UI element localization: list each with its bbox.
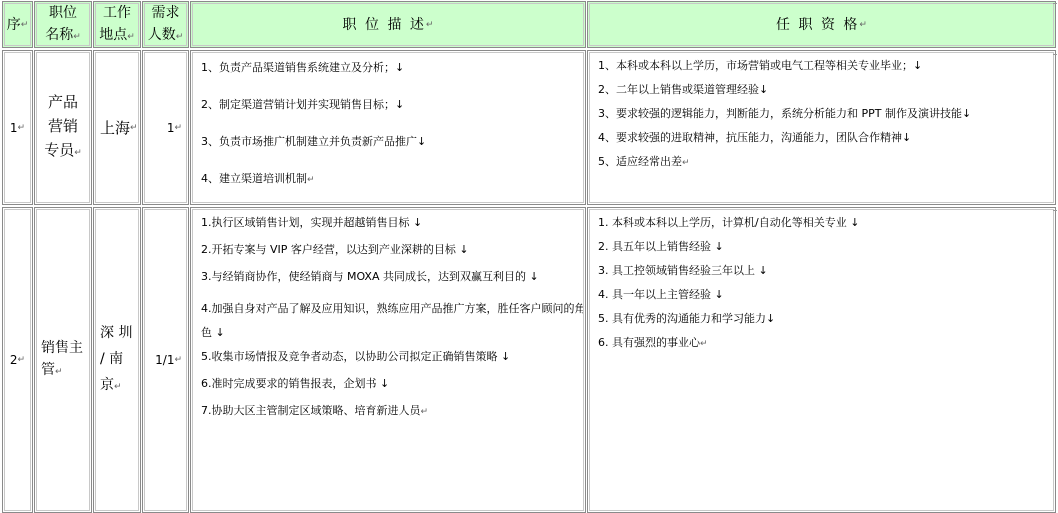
list-item-text: 1、本科或本科以上学历，市场营销或电气工程等相关专业毕业；↓: [598, 59, 923, 72]
header-work-location-line1: 工作: [102, 4, 131, 21]
header-job-description: [190, 1, 586, 48]
list-item: [201, 61, 585, 98]
list-item-text: 2、制定渠道营销计划并实现销售目标；↓: [201, 98, 405, 111]
list-item-text: 7.协助大区主管制定区域策略、培育新进人员: [201, 404, 421, 417]
header-headcount-line2: 人数: [147, 26, 176, 43]
row1-description-list: [191, 51, 585, 209]
list-item-text: 5、适应经常出差: [598, 155, 682, 168]
return-mark: ↵: [307, 175, 315, 185]
list-item: [201, 270, 585, 284]
row2-location-line1: 深 圳: [100, 325, 133, 341]
list-item: [598, 216, 1055, 240]
return-mark: ↵: [114, 382, 122, 392]
row1-seq-text: 1: [9, 120, 18, 135]
return-mark: ↵: [859, 19, 867, 30]
list-item-text: 3.与经销商协作，使经销商与 MOXA 共同成长，达到双赢互利目的 ↓: [201, 270, 539, 283]
list-item: [598, 336, 1055, 360]
header-position-name: [34, 1, 92, 48]
list-item-text: 5.收集市场情报及竞争者动态，以协助公司拟定正确销售策略 ↓: [201, 350, 511, 363]
header-position-name-line1: 职位: [48, 4, 77, 21]
header-work-location: [93, 1, 141, 48]
list-item: [598, 131, 1055, 155]
list-item: [598, 240, 1055, 264]
return-mark: ↵: [17, 122, 26, 133]
row1-count-text: 1: [166, 120, 175, 135]
header-qualifications-text: 任 职 资 格: [776, 16, 860, 33]
row2-position: [34, 207, 92, 513]
return-mark: ↵: [74, 148, 82, 158]
row1-position-line3: 专员: [44, 141, 75, 159]
row1-seq: [2, 50, 33, 205]
header-qualifications: [587, 1, 1056, 48]
header-headcount-line1: 需求: [151, 4, 180, 21]
list-item: [201, 135, 585, 172]
list-item-text: 2.开拓专案与 VIP 客户经营，以达到产业深耕的目标 ↓: [201, 243, 469, 256]
return-mark: ↵: [55, 367, 63, 377]
list-item: [201, 172, 585, 209]
return-mark: ↵: [174, 355, 182, 365]
return-mark: ↵: [127, 31, 135, 42]
row2-count: [142, 207, 189, 513]
row1-description: [190, 50, 586, 205]
list-item-text: 1. 本科或本科以上学历，计算机/自动化等相关专业 ↓: [598, 216, 860, 229]
list-item: [598, 155, 1055, 179]
list-item: [201, 243, 585, 257]
row-end-marker: [1053, 54, 1057, 55]
return-mark: ↵: [73, 31, 81, 42]
row1-position-line1: 产品: [47, 93, 78, 111]
row1-location: [93, 50, 141, 205]
list-item: [201, 216, 585, 230]
list-item-text: 3、要求较强的逻辑能力，判断能力，系统分析能力和 PPT 制作及演讲技能↓: [598, 107, 972, 120]
row-end-marker: [1053, 210, 1057, 211]
header-seq: [2, 1, 33, 48]
list-item-text: 4、建立渠道培训机制: [201, 172, 307, 185]
list-item: [201, 404, 585, 419]
list-item: [201, 98, 585, 135]
row1-qualifications-list: [588, 51, 1055, 179]
list-item: [598, 83, 1055, 107]
return-mark: ↵: [425, 19, 434, 30]
row2-location-line2: / 南: [100, 351, 124, 367]
list-item: [598, 264, 1055, 288]
header-position-name-line2: 名称: [45, 26, 74, 43]
return-mark: ↵: [17, 355, 26, 365]
header-job-description-text: 职 位 描 述: [342, 16, 426, 33]
row1-count: [142, 50, 189, 205]
header-seq-text: 序: [6, 16, 21, 33]
return-mark: ↵: [174, 122, 182, 133]
list-item-text: 4. 具一年以上主管经验 ↓: [598, 288, 724, 301]
row2-position-line1: 销售主: [41, 340, 83, 356]
list-item-text: 4、要求较强的进取精神，抗压能力，沟通能力，团队合作精神↓: [598, 131, 912, 144]
row1-position-line2: 营销: [47, 117, 78, 135]
row2-qualifications-list: [588, 208, 1055, 360]
list-item: [598, 312, 1055, 336]
list-item-text: 1、负责产品渠道销售系统建立及分析；↓: [201, 61, 405, 74]
row2-count-text: 1/1: [155, 353, 175, 367]
row2-seq: [2, 207, 33, 513]
row1-location-text: 上海: [100, 118, 131, 137]
list-item: [598, 107, 1055, 131]
row2-location: [93, 207, 141, 513]
return-mark: ↵: [700, 339, 708, 349]
return-mark: ↵: [420, 407, 429, 417]
row-end-marker: [1053, 3, 1057, 4]
list-item: [598, 59, 1055, 83]
list-item-text: 3. 具工控领域销售经验三年以上 ↓: [598, 264, 768, 277]
header-work-location-line2: 地点: [99, 26, 128, 43]
list-item-text: 4.加强自身对产品了解及应用知识，熟练应用产品推广方案，胜任客户顾问的角色 ↓: [201, 302, 586, 339]
list-item: [201, 350, 585, 364]
row2-description: [190, 207, 586, 513]
list-item-text: 6.准时完成要求的销售报表，企划书 ↓: [201, 377, 390, 390]
row1-position: [34, 50, 92, 205]
list-item-text: 2、二年以上销售或渠道管理经验↓: [598, 83, 769, 96]
row1-qualifications: [587, 50, 1056, 205]
row2-location-line3: 京: [100, 377, 114, 393]
return-mark: ↵: [682, 158, 690, 168]
row2-qualifications: [587, 207, 1056, 513]
row2-description-list: [191, 208, 585, 419]
return-mark: ↵: [20, 19, 29, 30]
list-item: [598, 288, 1055, 312]
list-item-text: 3、负责市场推广机制建立并负责新产品推广↓: [201, 135, 427, 148]
row2-position-line2: 管: [41, 362, 55, 378]
row2-seq-text: 2: [9, 353, 18, 367]
list-item-text: 6. 具有强烈的事业心: [598, 336, 700, 349]
list-item-text: 2. 具五年以上销售经验 ↓: [598, 240, 724, 253]
list-item: [201, 377, 585, 391]
header-headcount: [142, 1, 189, 48]
list-item-text: 5. 具有优秀的沟通能力和学习能力↓: [598, 312, 776, 325]
list-item-text: 1.执行区域销售计划，实现并超越销售目标 ↓: [201, 216, 423, 229]
return-mark: ↵: [175, 31, 184, 42]
list-item: [201, 297, 586, 345]
return-mark: ↵: [130, 122, 138, 133]
